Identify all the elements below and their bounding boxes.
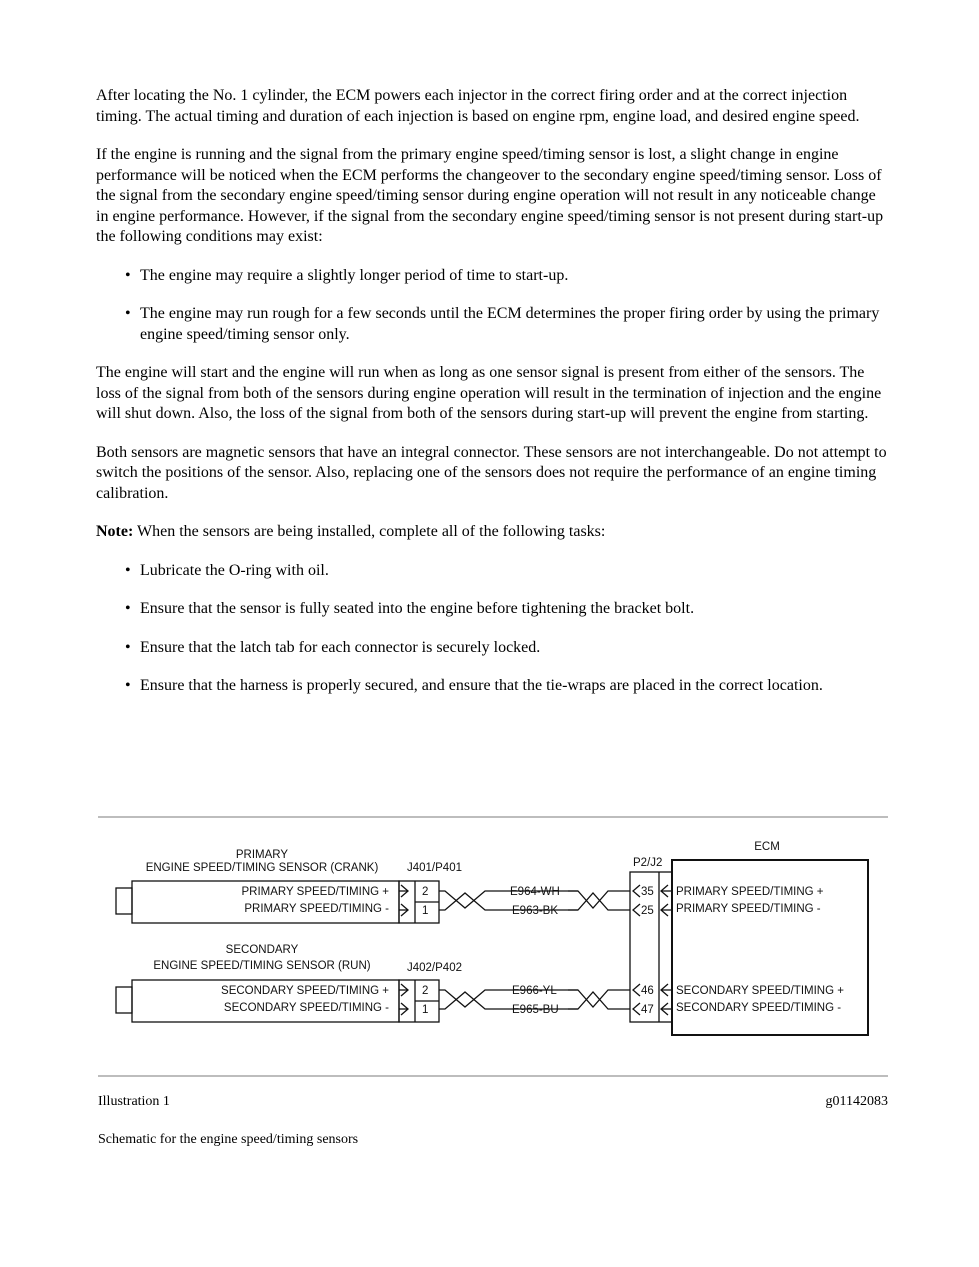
bullet: • bbox=[125, 677, 131, 694]
secondary-sensor-stub bbox=[116, 987, 132, 1013]
paragraph-magnetic-sensors: Both sensors are magnetic sensors that have an integral connector. These sensors are not interchangeable. Do not attempt to switch the positions of the sensor. Also, replacing one of the sensors does not require the performance of an engine timing calibration. bbox=[96, 443, 887, 502]
list-item: • The engine may require a slightly longer period of time to start-up. bbox=[96, 266, 888, 287]
wire-label: E965-BU bbox=[512, 1004, 559, 1016]
paragraph-engine-start: The engine will start and the engine will run when as long as one sensor signal is present from either of the sensors. The loss of the signal from both of the sensors during engine operation will result in the termination of injection and the engine will shut down. Also, the loss of the signal from both of the sensors during start-up will prevent the engine from starting. bbox=[96, 364, 882, 422]
ecm-pin-label: 25 bbox=[641, 905, 654, 917]
primary-sensor-stub bbox=[116, 888, 132, 914]
paragraph-ecm-injection: After locating the No. 1 cylinder, the ECM powers each injector in the correct firing order and at the correct injection timing. The actual timing and duration of each injection is based on engine rpm, engine load, and desired engine speed. bbox=[96, 87, 860, 125]
primary-subtitle: ENGINE SPEED/TIMING SENSOR (CRANK) bbox=[145, 862, 379, 874]
list-item: • Ensure that the sensor is fully seated into the engine before tightening the bracket bolt. bbox=[96, 599, 888, 620]
ecm-pin-label: 47 bbox=[641, 1004, 654, 1016]
bullet: • bbox=[125, 600, 131, 617]
conditions-list bbox=[96, 266, 888, 346]
note-label: Note: bbox=[96, 523, 134, 540]
tasks-list bbox=[96, 561, 888, 697]
wire-label: E966-YL bbox=[512, 985, 557, 997]
primary-connector-label: J401/P401 bbox=[407, 862, 462, 874]
paragraph-sensor-loss: If the engine is running and the signal from the primary engine speed/timing sensor is lost, a slight change in engine performance will be noticed when the ECM performs the changeover to the secondary engine speed/timing sensor. Loss of the signal from the secondary engine speed/timing sensor during engine operation will not result in any noticeable change in engine performance. However, if the signal from the secondary engine speed/timing sensor is not present during start-up the following conditions may exist: bbox=[96, 146, 884, 245]
ecm-pin-label: 35 bbox=[641, 886, 654, 898]
secondary-minus-label: SECONDARY SPEED/TIMING - bbox=[223, 1002, 389, 1014]
bullet: • bbox=[125, 638, 131, 656]
ecm-primary-minus-label: PRIMARY SPEED/TIMING - bbox=[676, 903, 821, 915]
ecm-connector-label: P2/J2 bbox=[633, 857, 663, 869]
pin-label: 2 bbox=[422, 886, 429, 898]
ecm-title: ECM bbox=[754, 841, 780, 853]
illustration-description: Schematic for the engine speed/timing sensors bbox=[98, 1132, 359, 1147]
wire-label: E963-BK bbox=[512, 905, 559, 917]
secondary-connector-label: J402/P402 bbox=[407, 962, 462, 974]
bullet: • bbox=[125, 561, 131, 579]
pin-label: 2 bbox=[422, 985, 429, 997]
primary-title: PRIMARY bbox=[235, 849, 289, 861]
list-item: • The engine may run rough for a few seconds until the ECM determines the proper firing order by using the primary engine speed/timing sensor only. bbox=[125, 305, 880, 343]
pin-label: 1 bbox=[422, 1004, 429, 1016]
ecm-secondary-plus-label: SECONDARY SPEED/TIMING + bbox=[676, 985, 844, 997]
ecm-pin-label: 46 bbox=[641, 985, 654, 997]
ecm-secondary-minus-label: SECONDARY SPEED/TIMING - bbox=[676, 1002, 842, 1014]
secondary-title: SECONDARY bbox=[225, 944, 299, 956]
bullet: • bbox=[125, 266, 131, 284]
ecm-primary-plus-label: PRIMARY SPEED/TIMING + bbox=[676, 886, 824, 898]
primary-plus-label: PRIMARY SPEED/TIMING + bbox=[241, 886, 389, 898]
wire-label: E964-WH bbox=[510, 886, 560, 898]
note bbox=[96, 522, 888, 543]
figure-bottom-rule bbox=[98, 1075, 888, 1077]
secondary-subtitle: ENGINE SPEED/TIMING SENSOR (RUN) bbox=[153, 960, 371, 972]
body-text bbox=[96, 86, 888, 715]
schematic-diagram bbox=[98, 830, 888, 1065]
list-item: • Ensure that the latch tab for each connector is securely locked. bbox=[96, 638, 888, 659]
pin-label: 1 bbox=[422, 905, 429, 917]
bullet: • bbox=[125, 305, 131, 322]
illustration-code: g01142083 bbox=[825, 1094, 888, 1109]
figure-top-rule bbox=[98, 816, 888, 818]
primary-minus-label: PRIMARY SPEED/TIMING - bbox=[244, 903, 389, 915]
secondary-plus-label: SECONDARY SPEED/TIMING + bbox=[221, 985, 389, 997]
note-text: When the sensors are being installed, complete all of the following tasks: bbox=[133, 523, 606, 540]
illustration-label: Illustration 1 bbox=[98, 1094, 170, 1109]
list-item: • Ensure that the harness is properly secured, and ensure that the tie-wraps are placed in the correct location. bbox=[96, 676, 888, 697]
list-item: • Lubricate the O-ring with oil. bbox=[96, 561, 888, 582]
